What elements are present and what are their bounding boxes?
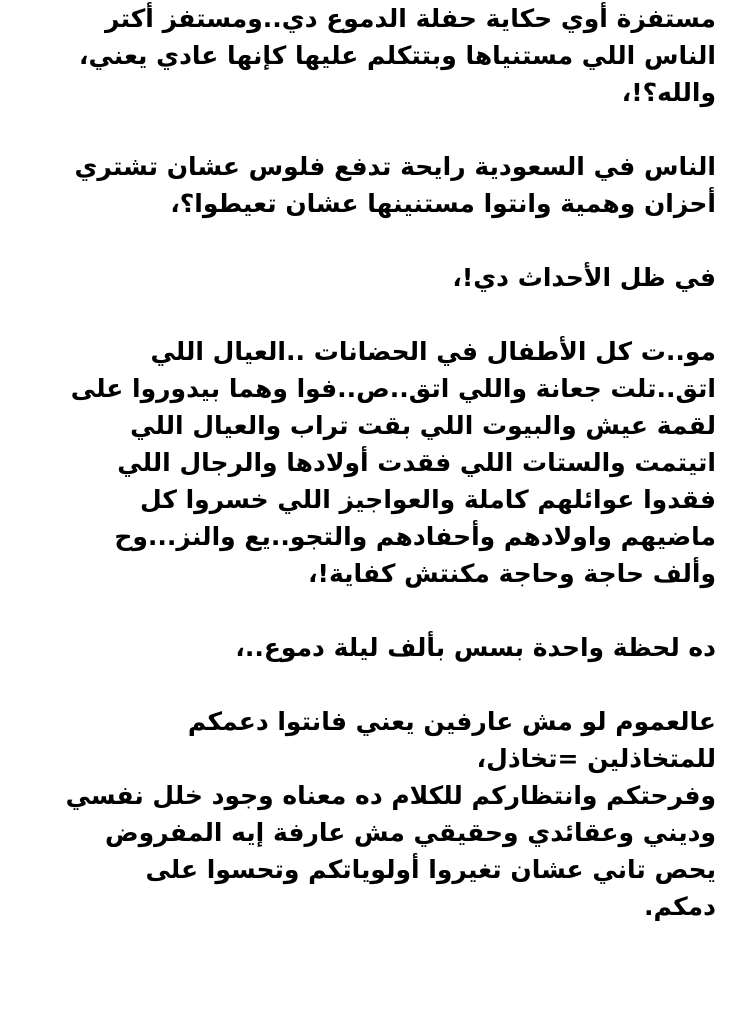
text-line: الناس اللي مستنياها وبتتكلم عليها كإنها عادي يعني، bbox=[78, 41, 716, 70]
text-line: وفرحتكم وانتظاركم للكلام ده معناه وجود خلل نفسي bbox=[65, 781, 716, 810]
paragraph-4 bbox=[18, 333, 716, 592]
text-line: لقمة عيش والبيوت اللي بقت تراب والعيال اللي bbox=[130, 411, 716, 440]
post-text bbox=[18, 0, 716, 962]
text-line: يحص تاني عشان تغيروا أولوياتكم وتحسوا على bbox=[145, 855, 716, 884]
paragraph-6 bbox=[18, 703, 716, 925]
text-line: للمتخاذلين =تخاذل، bbox=[476, 744, 716, 773]
paragraph-2 bbox=[18, 148, 716, 222]
text-line: دمكم. bbox=[644, 892, 716, 921]
text-line: الناس في السعودية رايحة تدفع فلوس عشان تشتري bbox=[74, 152, 716, 181]
text-line: ماضيهم واولادهم وأحفادهم والتجو..يع والنز...وح bbox=[114, 522, 716, 551]
text-line: مو..ت كل الأطفال في الحضانات ..العيال اللي bbox=[150, 337, 716, 366]
text-line: في ظل الأحداث دي!، bbox=[452, 263, 716, 292]
text-line: اتق..تلت جعانة واللي اتق..ص..فوا وهما بيدوروا على bbox=[70, 374, 716, 403]
text-line: ده لحظة واحدة بسس بألف ليلة دموع..، bbox=[235, 633, 716, 662]
text-line: أحزان وهمية وانتوا مستنينها عشان تعيطوا؟، bbox=[170, 189, 716, 218]
paragraph-3 bbox=[18, 259, 716, 296]
text-line: فقدوا عوائلهم كاملة والعواجيز اللي خسروا كل bbox=[140, 485, 716, 514]
text-line: وديني وعقائدي وحقيقي مش عارفة إيه المفروض bbox=[104, 818, 716, 847]
text-line: مستفزة أوي حكاية حفلة الدموع دي..ومستفز أكتر bbox=[105, 4, 716, 33]
text-line: عالعموم لو مش عارفين يعني فانتوا دعمكم bbox=[187, 707, 716, 736]
paragraph-1 bbox=[18, 0, 716, 111]
text-line: اتيتمت والستات اللي فقدت أولادها والرجال اللي bbox=[117, 448, 716, 477]
text-line: وألف حاجة وحاجة مكنتش كفاية!، bbox=[308, 559, 716, 588]
text-line: والله؟!، bbox=[621, 78, 716, 107]
paragraph-5 bbox=[18, 629, 716, 666]
